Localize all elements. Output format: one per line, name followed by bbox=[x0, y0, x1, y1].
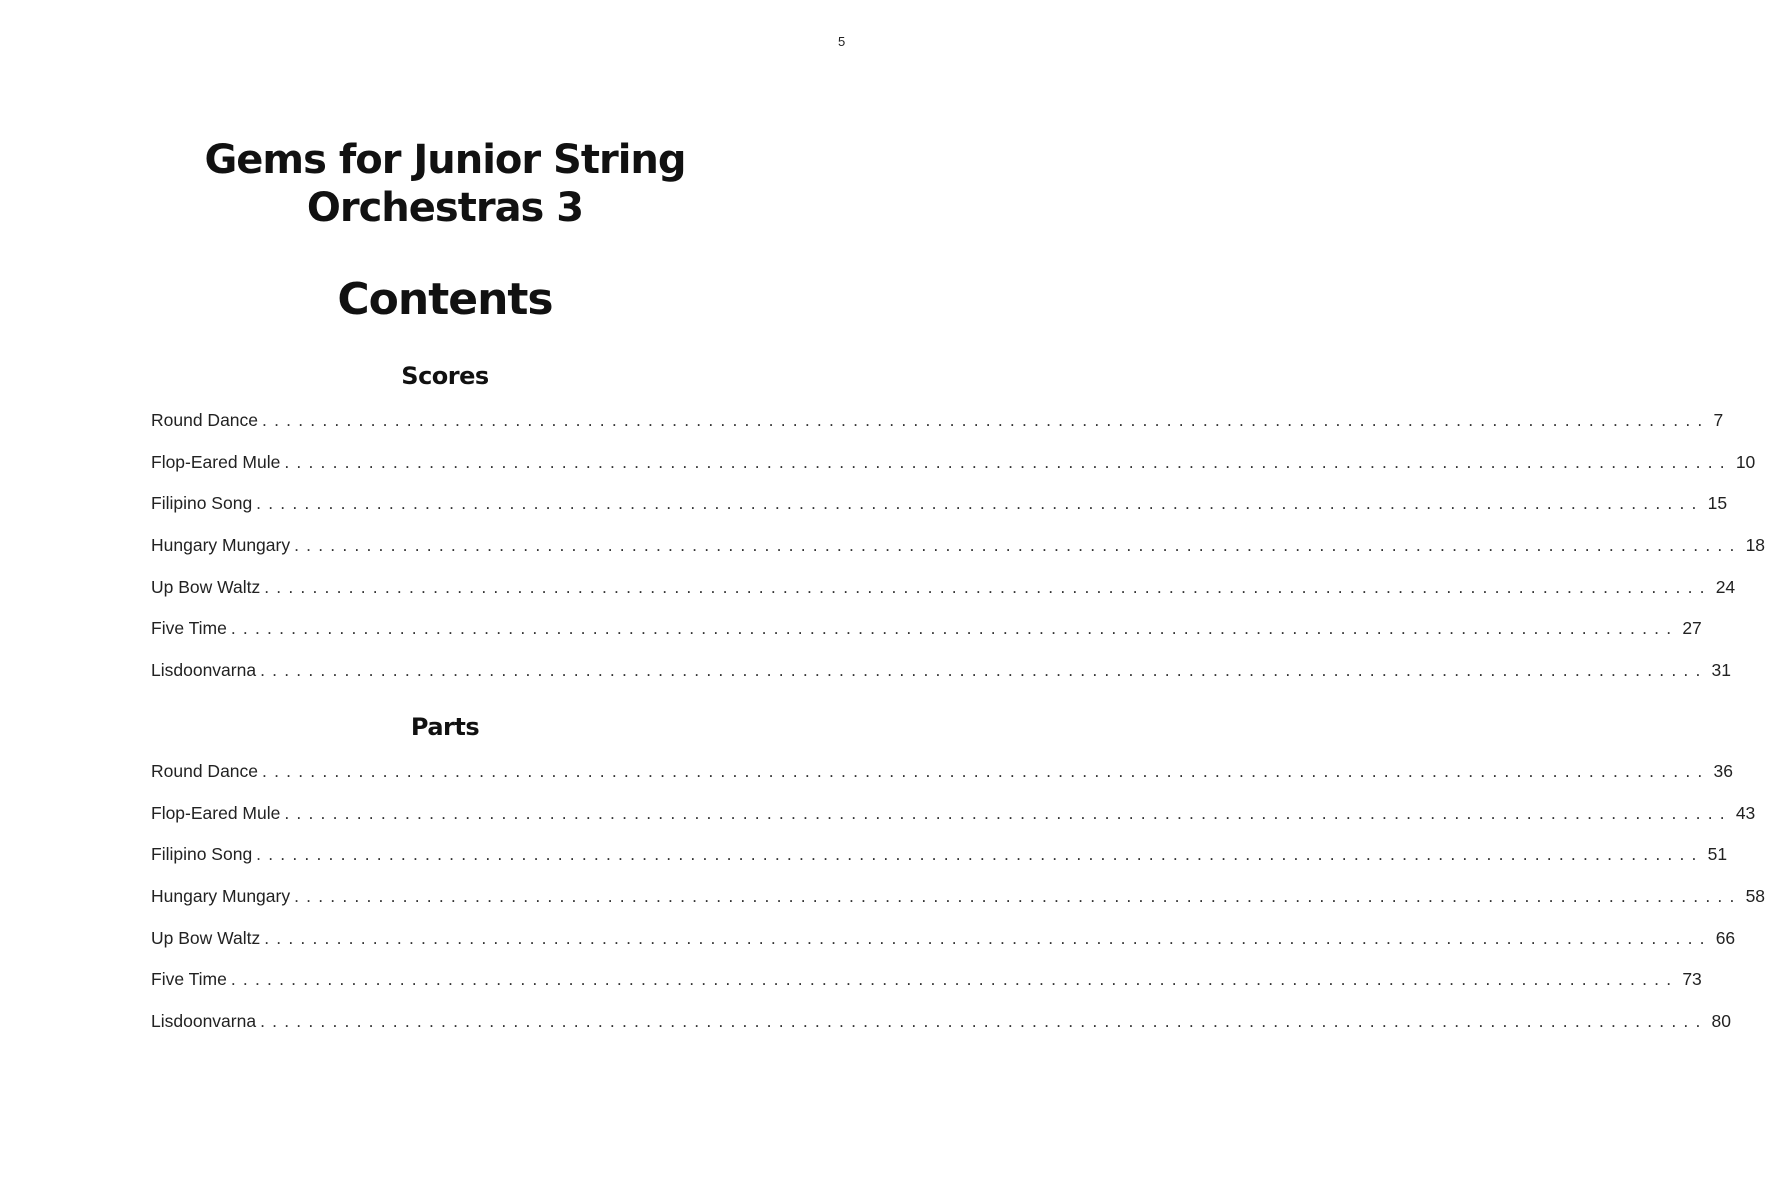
book-title bbox=[0, 136, 890, 232]
toc-entry[interactable] bbox=[151, 493, 1728, 535]
toc-entry-page: 80 bbox=[1711, 1011, 1731, 1032]
dot-leader: ........................................................................................................................ bbox=[262, 761, 1710, 781]
dot-leader: ........................................................................................................................ bbox=[256, 493, 1704, 514]
toc-entry-page: 58 bbox=[1745, 886, 1765, 907]
toc-entry[interactable] bbox=[151, 410, 1724, 452]
toc-entry[interactable] bbox=[151, 660, 1731, 702]
book-title-line-2: Orchestras 3 bbox=[306, 185, 584, 231]
toc-entry-page: 66 bbox=[1715, 927, 1736, 948]
toc-entry-title: Hungary Mungary bbox=[151, 535, 291, 556]
contents-heading: Contents bbox=[337, 274, 553, 325]
dot-leader: ........................................................................................................................ bbox=[260, 1011, 1708, 1032]
toc-entry[interactable] bbox=[151, 451, 1756, 494]
toc-entry[interactable] bbox=[151, 535, 1765, 577]
dot-leader: ........................................................................................................................ bbox=[284, 802, 1732, 823]
toc-entry-title: Up Bow Waltz bbox=[151, 927, 261, 948]
section-heading-scores: Scores bbox=[401, 362, 489, 390]
toc-entry-page: 7 bbox=[1713, 410, 1724, 430]
dot-leader: ........................................................................................................................ bbox=[264, 927, 1712, 948]
toc-entry-page: 27 bbox=[1682, 618, 1702, 639]
toc-entry-title: Flop-Eared Mule bbox=[151, 451, 281, 472]
toc-entry[interactable] bbox=[151, 886, 1765, 928]
dot-leader: ........................................................................................................................ bbox=[294, 535, 1742, 556]
toc-entry-title: Lisdoonvarna bbox=[151, 660, 257, 681]
toc-entry[interactable] bbox=[151, 802, 1756, 845]
dot-leader: ........................................................................................................................ bbox=[260, 660, 1708, 681]
dot-leader: ........................................................................................................................ bbox=[256, 844, 1704, 865]
toc-entry[interactable] bbox=[151, 927, 1736, 970]
dot-leader: ........................................................................................................................ bbox=[294, 886, 1742, 907]
toc-entry-page: 18 bbox=[1745, 535, 1765, 556]
dot-leader: ........................................................................................................................ bbox=[262, 410, 1710, 430]
toc-entry-title: Lisdoonvarna bbox=[151, 1011, 257, 1032]
toc-entry-page: 15 bbox=[1707, 493, 1728, 514]
toc-entry-title: Five Time bbox=[151, 969, 227, 990]
toc-list-scores bbox=[151, 410, 1765, 702]
dot-leader: ........................................................................................................................ bbox=[230, 618, 1679, 639]
toc-entry-page: 73 bbox=[1682, 969, 1702, 990]
toc-entry-title: Round Dance bbox=[151, 410, 259, 430]
toc-entry-page: 10 bbox=[1735, 451, 1756, 472]
toc-entry-page: 51 bbox=[1707, 844, 1728, 865]
toc-list-parts bbox=[151, 761, 1765, 1053]
dot-leader: ........................................................................................................................ bbox=[230, 969, 1679, 990]
toc-entry-page: 24 bbox=[1715, 576, 1736, 597]
toc-entry[interactable] bbox=[151, 761, 1733, 803]
toc-entry-page: 36 bbox=[1713, 761, 1733, 781]
toc-entry[interactable] bbox=[151, 969, 1702, 1011]
toc-entry-title: Round Dance bbox=[151, 761, 259, 781]
toc-entry[interactable] bbox=[151, 576, 1736, 619]
toc-entry[interactable] bbox=[151, 1011, 1731, 1053]
toc-entry[interactable] bbox=[151, 618, 1702, 660]
toc-entry-page: 31 bbox=[1711, 660, 1731, 681]
toc-entry-title: Flop-Eared Mule bbox=[151, 802, 281, 823]
section-heading-parts: Parts bbox=[410, 713, 480, 741]
toc-entry-title: Filipino Song bbox=[151, 844, 253, 865]
dot-leader: ........................................................................................................................ bbox=[284, 451, 1732, 472]
toc-entry-title: Filipino Song bbox=[151, 493, 253, 514]
toc-entry-title: Five Time bbox=[151, 618, 227, 639]
dot-leader: ........................................................................................................................ bbox=[264, 576, 1712, 597]
toc-entry-title: Hungary Mungary bbox=[151, 886, 291, 907]
page-number: 5 bbox=[838, 34, 846, 49]
toc-entry[interactable] bbox=[151, 844, 1728, 886]
toc-entry-title: Up Bow Waltz bbox=[151, 576, 261, 597]
book-title-line-1: Gems for Junior String bbox=[204, 137, 686, 183]
toc-entry-page: 43 bbox=[1735, 802, 1756, 823]
